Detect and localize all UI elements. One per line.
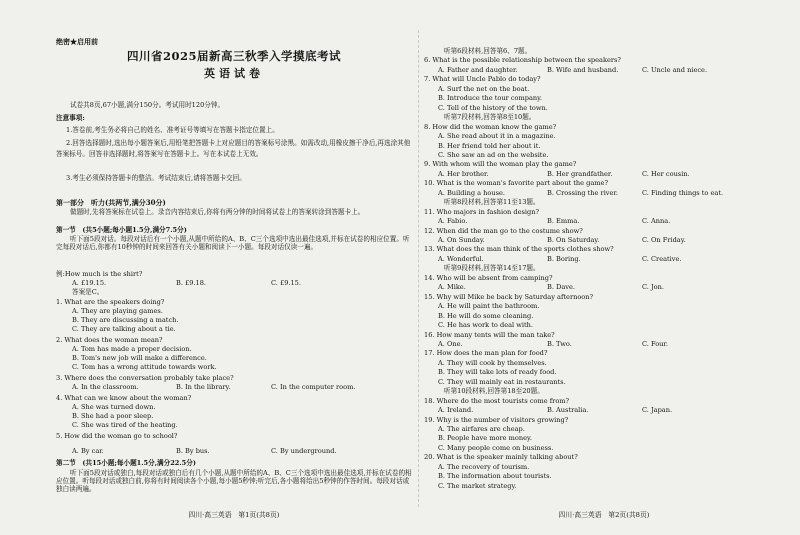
right-line-15-option-b: B. Crossing the river. xyxy=(547,188,618,197)
option-line-42: C. Many people come on business. xyxy=(438,443,554,452)
exam-subtitle: 英语试卷 xyxy=(204,67,264,80)
right-line-38-option-a: A. Ireland. xyxy=(438,406,474,415)
question-5-option-c: C. By underground. xyxy=(271,447,337,455)
right-line-25-option-b: B. Dave. xyxy=(547,283,575,292)
right-line-13-option-b: B. Her grandfather. xyxy=(547,169,613,178)
right-line-2-option-b: B. Wife and husband. xyxy=(547,65,619,74)
right-line-20-option-b: B. On Saturday. xyxy=(547,236,600,244)
right-line-31-option-c: C. Four. xyxy=(642,339,668,348)
question-4-option-b: B. She had a poor sleep. xyxy=(72,412,154,420)
question-line-37: 18. Where do the most tourists come from? xyxy=(424,396,570,405)
listening-note-16: 听第8段材料,回答第11至13题。 xyxy=(444,198,540,207)
right-line-25-option-a: A. Mike. xyxy=(438,283,466,292)
question-3: 3. Where does the conversation probably take place? xyxy=(56,374,234,382)
option-line-28: B. He will do some cleaning. xyxy=(438,311,534,320)
question-1-option-c: C. They are talking about a tie. xyxy=(72,325,176,333)
option-line-5: B. Introduce the tour company. xyxy=(438,94,543,103)
option-line-33: A. They will cook by themselves. xyxy=(438,358,547,367)
question-line-17: 11. Who majors in fashion design? xyxy=(424,207,539,216)
example-answer: 答案是C。 xyxy=(72,288,104,296)
example-question: 例:How much is the shirt? xyxy=(56,270,143,278)
left-column xyxy=(56,0,412,535)
right-line-22-option-b: B. Boring. xyxy=(547,254,581,263)
note-1: 1.答卷前,考生务必将自己的姓名、准考证号等填写在答题卡指定位置上。 xyxy=(66,126,279,134)
note-3: 3.考生必须保持答题卡的整洁。考试结束后,请将答题卡交回。 xyxy=(66,174,246,182)
right-line-31-option-b: B. Two. xyxy=(547,339,572,348)
question-3-option-b: B. In the library. xyxy=(176,383,231,391)
right-line-38-option-b: B. Australia. xyxy=(547,406,589,415)
question-line-32: 17. How does the man plan for food? xyxy=(424,349,548,358)
right-line-18-option-a: A. Fabio. xyxy=(438,217,468,226)
option-line-27: A. He will paint the bathroom. xyxy=(438,302,540,311)
listening-note-0: 听第6段材料,回答第6、7题。 xyxy=(444,47,532,55)
question-4: 4. What can we know about the woman? xyxy=(56,394,192,402)
question-line-1: 6. What is the possible relationship between the speakers? xyxy=(424,56,621,65)
notes-title: 注意事项: xyxy=(56,114,85,122)
right-line-20-option-a: A. On Sunday. xyxy=(438,236,485,244)
option-line-45: B. The information about tourists. xyxy=(438,472,552,481)
right-line-20-option-c: C. On Friday. xyxy=(642,236,686,244)
right-line-25-option-c: C. Jon. xyxy=(642,283,664,292)
right-line-2-option-c: C. Uncle and niece. xyxy=(642,65,708,74)
exam-title: 四川省2025届新高三秋季入学摸底考试 xyxy=(126,49,341,63)
right-line-2-option-a: A. Father and daughter. xyxy=(438,65,518,74)
exam-intro: 试卷共8页,67小题,满分150分。考试用时120分钟。 xyxy=(70,101,225,109)
sec2-title: 第二节 (共15小题;每小题1.5分,满分22.5分) xyxy=(56,459,196,467)
note-2: 2.回答选择题时,选出每小题答案后,用铅笔把答题卡上对应题目的答案标号涂黑。如需改动,用橡皮擦干净后,再选涂其他答案标号。回答非选择题时,将答案写在答题卡上。写在本试卷上无效。 xyxy=(56,139,411,158)
right-line-15-option-c: C. Finding things to eat. xyxy=(642,188,724,197)
right-line-31-option-a: A. One. xyxy=(438,339,463,348)
right-line-38-option-c: C. Japan. xyxy=(642,406,673,415)
sec2-desc: 听下面5段对话或独白,每段对话或独白后有几个小题,从题中所给的A、B、C三个选项中选出最佳选项,并标在试卷的相应位置。听每段对话或独白前,你将有时间阅读各个小题,每小题5秒钟;听完后,各小题将给出5秒钟的作答时间。每段对话或独白读两遍。 xyxy=(56,469,412,493)
question-line-24: 14. Who will be absent from camping? xyxy=(424,273,553,282)
question-5: 5. How did the woman go to school? xyxy=(56,432,178,440)
question-line-14: 10. What is the woman's favorite part about the game? xyxy=(424,179,608,188)
right-line-22-option-c: C. Creative. xyxy=(642,254,682,263)
question-5-option-a: A. By car. xyxy=(72,447,104,455)
option-line-44: A. The recovery of tourism. xyxy=(438,462,530,471)
option-line-40: A. The airfares are cheap. xyxy=(438,425,525,433)
listening-note-23: 听第9段材料,回答第14至17题。 xyxy=(444,264,540,273)
right-line-22-option-a: A. Wonderful. xyxy=(438,254,484,263)
question-line-30: 16. How many tents will the man take? xyxy=(424,330,555,339)
option-line-6: C. Tell of the history of the town. xyxy=(438,103,548,112)
right-line-15-option-a: A. Building a house. xyxy=(438,188,506,197)
sec1-desc: 听下面5段对话。每段对话后有一个小题,从题中所给的A、B、C三个选项中选出最佳选项,并标在试卷的相应位置。听完每段对话后,你都有10秒钟的时间来回答有关小题和阅读下一小题。每段对话仅读一遍。 xyxy=(56,235,410,251)
example-option-a: A. £19.15. xyxy=(72,279,107,287)
right-line-13-option-a: A. Her brother. xyxy=(438,169,489,178)
option-line-34: B. They will take lots of ready food. xyxy=(438,368,557,377)
example-option-c: C. £9.15. xyxy=(271,279,301,287)
listening-note-7: 听第7段材料,回答第8至10题。 xyxy=(444,113,536,122)
confidential-label: 绝密★启用前 xyxy=(56,37,98,46)
page-1-footer: 四川·高三英语 第1页(共8页) xyxy=(188,511,280,519)
question-line-26: 15. Why will Mike be back by Saturday afternoon? xyxy=(424,292,594,301)
option-line-29: C. He has work to deal with. xyxy=(438,321,533,330)
right-line-18-option-c: C. Anna. xyxy=(642,217,671,226)
question-2-option-b: B. Tom's new job will make a difference. xyxy=(72,354,207,362)
option-line-10: B. Her friend told her about it. xyxy=(438,141,541,150)
question-2: 2. What does the woman mean? xyxy=(56,336,163,344)
question-4-option-c: C. She was tired of the heating. xyxy=(72,421,178,429)
question-line-21: 13. What does the man think of the sports clothes show? xyxy=(424,245,614,254)
sec1-title: 第一节 (共5小题;每小题1.5分,满分7.5分) xyxy=(56,226,187,234)
option-line-4: A. Surf the net on the boat. xyxy=(438,84,530,93)
question-line-3: 7. What will Uncle Pablo do today? xyxy=(424,75,541,84)
question-2-option-c: C. Tom has a wrong attitude towards work. xyxy=(72,363,217,371)
option-line-11: C. She saw an ad on the website. xyxy=(438,150,549,159)
question-line-8: 8. How did the woman know the game? xyxy=(424,122,557,131)
listening-note-36: 听第10段材料,回答第18至20题。 xyxy=(444,387,544,396)
right-line-13-option-c: C. Her cousin. xyxy=(642,169,690,178)
question-1: 1. What are the speakers doing? xyxy=(56,298,165,306)
example-option-b: B. £9.18. xyxy=(176,279,207,287)
question-1-option-a: A. They are playing games. xyxy=(72,307,163,315)
question-line-39: 19. Why is the number of visitors growing? xyxy=(424,415,569,424)
question-3-option-a: A. In the classroom. xyxy=(72,383,139,391)
option-line-41: B. People have more money. xyxy=(438,434,532,443)
question-line-12: 9. With whom will the woman play the game? xyxy=(424,160,577,169)
question-2-option-a: A. Tom has made a proper decision. xyxy=(72,345,192,353)
right-column xyxy=(424,0,784,535)
question-line-19: 12. When did the man go to the costume show? xyxy=(424,226,583,235)
option-line-35: C. They will mainly eat in restaurants. xyxy=(438,377,566,386)
question-5-option-b: B. By bus. xyxy=(176,447,210,455)
page-2-footer: 四川·高三英语 第2页(共8页) xyxy=(558,511,650,519)
column-divider xyxy=(418,30,419,507)
option-line-9: A. She read about it in a magazine. xyxy=(438,132,556,141)
question-line-43: 20. What is the speaker mainly talking about? xyxy=(424,453,578,462)
question-4-option-a: A. She was turned down. xyxy=(72,403,156,411)
option-line-46: C. The market strategy. xyxy=(438,481,517,490)
part1-desc: 做题时,先将答案标在试卷上。录音内容结束后,你将有两分钟的时间将试卷上的答案转涂到答题卡上。 xyxy=(70,208,365,216)
question-3-option-c: C. In the computer room. xyxy=(271,383,356,391)
part1-title: 第一部分 听力(共两节,满分30分) xyxy=(56,198,166,207)
question-1-option-b: B. They are discussing a match. xyxy=(72,316,179,324)
right-line-18-option-b: B. Emma. xyxy=(547,217,580,226)
